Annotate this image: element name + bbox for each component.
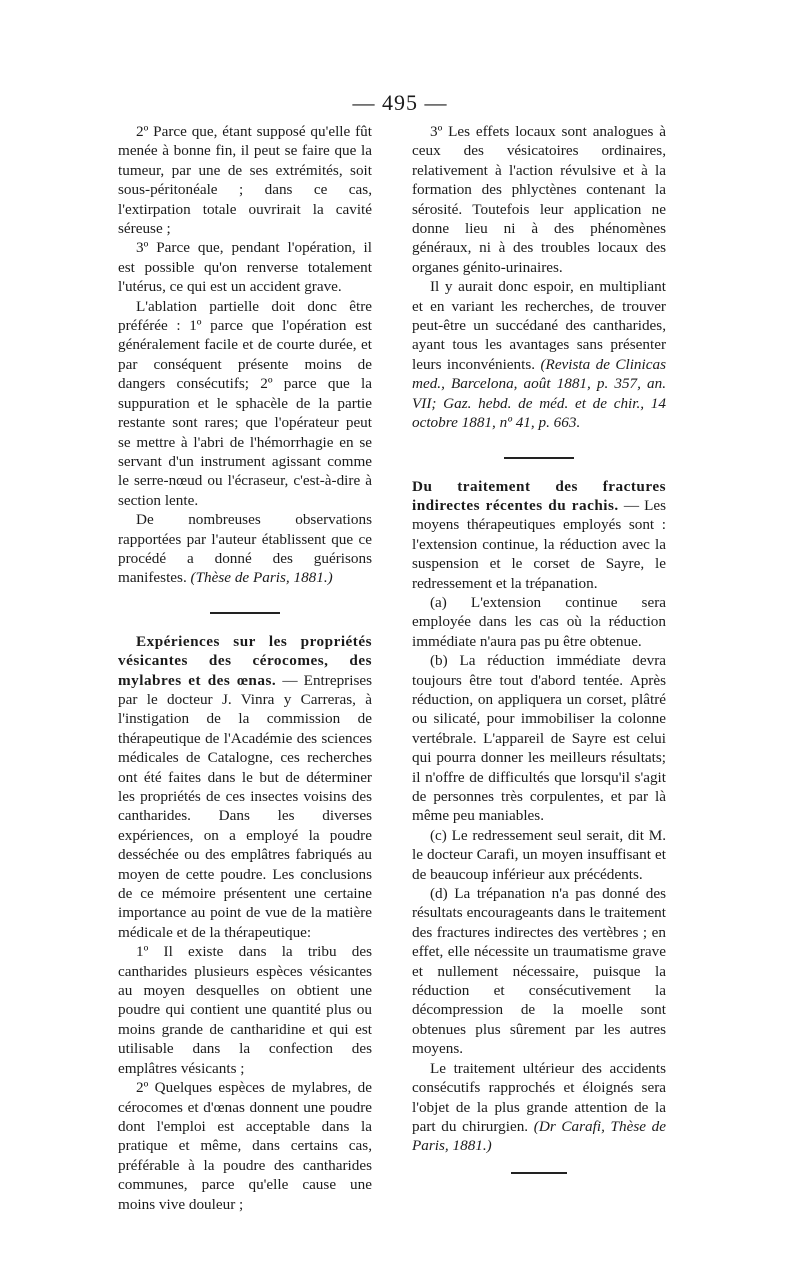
list-item: (b) La réduction immédiate devra toujours être tout d'abord tentée. Après réduction, on appliquera un corset, plâtré ou silicaté, pour immobiliser la colonne vertébrale. L'appareil de Sayre est celui qui pourra donner les meilleurs résultats; il n'offre de difficultés que lorsqu'il s'agit de personnes très corpulentes, et par là même peu maniables. [412, 652, 666, 825]
citation: (Thèse de Paris, 1881.) [190, 569, 333, 587]
section-heading: Expériences sur les propriétés vésicantes des cérocomes, des mylabres et des œnas. [118, 632, 372, 689]
section-divider [210, 612, 280, 614]
section-divider [504, 457, 574, 459]
list-item: (a) L'extension continue sera employée dans les cas où la réduction immédiate n'aura pas pu être obtenue. [412, 593, 666, 650]
section-paragraph [118, 632, 372, 943]
end-divider [511, 1172, 567, 1174]
section-heading: Du traitement des fractures indirectes récentes du rachis. [412, 477, 666, 514]
paragraph-text: Le traitement ultérieur des accidents consécutifs rapprochés et éloignés sera l'objet de la plus grande attention de la part du chirurgien. [412, 1059, 666, 1135]
list-item: 1º Il existe dans la tribu des cantharides plusieurs espèces vésicantes au moyen desquelles on obtient une poudre qui contient une quantité plus ou moins grande de cantharidine et qui est utilisable dans la confection des emplâtres vésicants ; [118, 943, 372, 1077]
paragraph-text: De nombreuses observations rapportées par l'auteur établissent que ce procédé a donné des guérisons manifestes. [118, 511, 372, 587]
paragraph: L'ablation partielle doit donc être préférée : 1º parce que l'opération est généralement facile et de courte durée, et par conséquent présente moins de dangers consécutifs; 2º parce que la suppuration et le sphacèle de la partie restante sont rares; que l'opérateur peut se mettre à l'abri de l'hémorrhagie en se servant d'un instrument agissant comme le serre-nœud ou l'écraseur, c'est-à-dire à section lente. [118, 297, 372, 509]
paragraph [118, 510, 372, 588]
list-item: (d) La trépanation n'a pas donné des résultats encourageants dans le traitement des fractures indirectes des vertèbres ; en effet, elle nécessite un traumatisme grave et nullement nécessaire, puisque la réduction et consécutivement la décompression de la moelle sont obtenues plus sûrement par les autres moyens. [412, 885, 666, 1058]
list-item: 2º Quelques espèces de mylabres, de cérocomes et d'œnas donnent une poudre dont l'emploi est acceptable dans la pratique et même, dans certains cas, préférable à la poudre des cantharides communes, parce qu'elle cause une moins vive douleur ; [118, 1079, 372, 1213]
page-number: — 495 — [352, 90, 448, 115]
list-item: (c) Le redressement seul serait, dit M. le docteur Carafi, un moyen insuffisant et de beaucoup inférieur aux précédents. [412, 826, 666, 883]
section-intro: — Les moyens thérapeutiques employés sont : l'extension continue, la réduction avec la suspension et le corset de Sayre, le redressement et la trépanation. [412, 496, 667, 592]
paragraph: 2º Parce que, étant supposé qu'elle fût menée à bonne fin, il peut se faire que la tumeur, par une de ses extrémités, soit sous-péritonéale ; dans ce cas, l'extirpation totale ouvrirait la cavité séreuse ; [118, 123, 372, 238]
paragraph-text: Il y aurait donc espoir, en multipliant et en variant les recherches, de trouver peut-être un succédané des cantharides, ayant tous les avantages sans présenter leurs inconvénients. [412, 278, 666, 373]
right-column [412, 122, 666, 1174]
citation: (Dr Carafi, Thèse de Paris, 1881.) [412, 1117, 667, 1155]
citation: (Revista de Clinicas med., Barcelona, août 1881, p. 357, an. VII; Gaz. hebd. de méd. et de chir., 14 octobre 1881, nº 41, p. 663. [412, 355, 666, 432]
left-column [118, 122, 372, 1214]
paragraph [412, 1059, 666, 1156]
section-paragraph [412, 477, 666, 593]
list-item: 3º Les effets locaux sont analogues à ceux des vésicatoires ordinaires, relativement à l'action révulsive et à la formation des phlyctènes contenant la sérosité. Toutefois leur application ne donne lieu ni à des phénomènes généraux, ni à des troubles locaux des organes génito-urinaires. [412, 123, 666, 276]
section-intro: — Entreprises par le docteur J. Vinra y Carreras, à l'instigation de la commission de thérapeutique de l'Académie des sciences médicales de Catalogne, ces recherches ont été faites dans le but de déterminer les propriétés de ces insectes voisins des cantharides. Dans les diverses expériences, on a employé la poudre desséchée ou des emplâtres fabriqués au moyen de cette poudre. Les conclusions de ce mémoire présentent une certaine importance au point de vue de la matière médicale et de la thérapeutique: [118, 671, 372, 941]
paragraph: 3º Parce que, pendant l'opération, il est possible qu'on renverse totalement l'utérus, ce qui est un accident grave. [118, 239, 372, 296]
paragraph [412, 277, 666, 432]
